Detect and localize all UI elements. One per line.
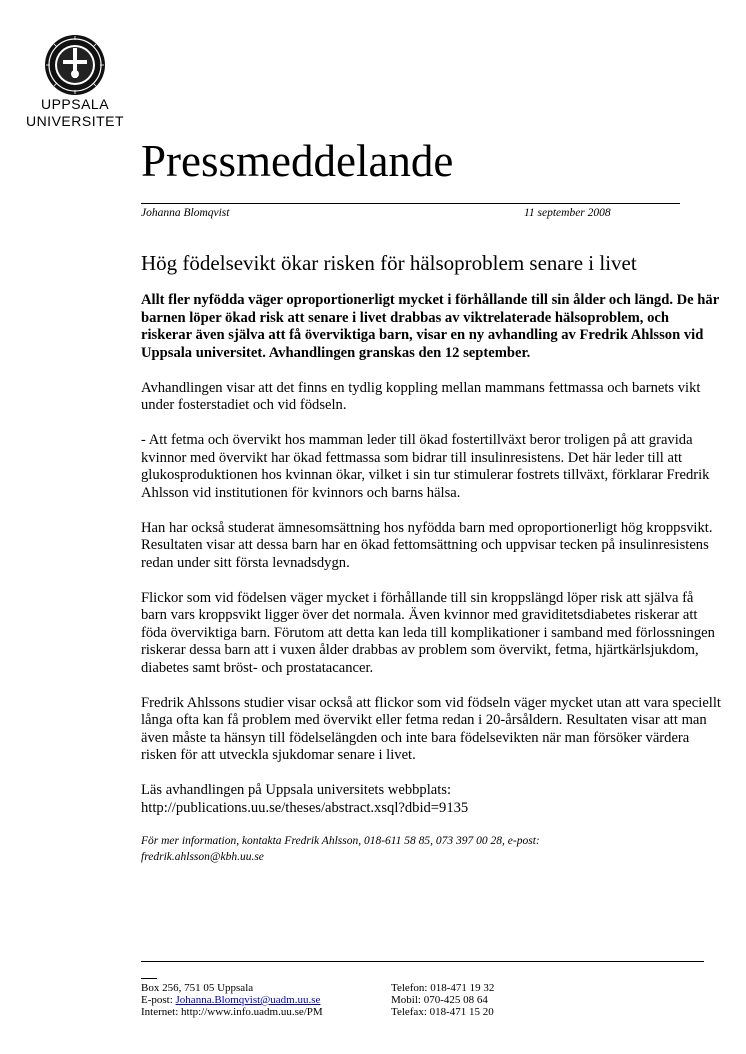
read-more-label: Läs avhandlingen på Uppsala universitets webbplats:	[141, 782, 452, 798]
contact-info	[141, 833, 721, 865]
article-paragraph-2: - Att fetma och övervikt hos mamman leder till ökad fostertillväxt beror troligen på att gravida kvinnor med övervikt har ökad fettmassa som bidrar till insulinresistens. Det här leder till att glukosproduktionen hos kvinnan ökar, vilket i sin tur stimulerar fostrets tillväxt, förklarar Fredrik Ahlsson vid institutionen för kvinnors och barns hälsa.	[141, 432, 710, 501]
university-name-line2: UNIVERSITET	[25, 113, 125, 129]
university-name	[0, 96, 150, 130]
read-more-url: http://publications.uu.se/theses/abstract.xsql?dbid=9135	[141, 799, 469, 816]
read-more	[141, 782, 721, 817]
university-name-line1: UPPSALA	[40, 96, 110, 112]
publication-date: 11 september 2008	[524, 207, 611, 219]
article-paragraph-1: Avhandlingen visar att det finns en tydlig koppling mellan mammans fettmassa och barnets vikt under fosterstadiet och vid födseln.	[141, 379, 701, 413]
footer-contact-left	[141, 982, 323, 1018]
footer-email-label: E-post:	[141, 994, 176, 1006]
article-body	[141, 292, 721, 882]
university-seal-logo	[44, 34, 106, 96]
footer-email-row	[141, 994, 323, 1006]
article-headline: Hög födelsevikt ökar risken för hälsoproblem senare i livet	[141, 251, 637, 275]
footer-email-link[interactable]: Johanna.Blomqvist@uadm.uu.se	[175, 994, 321, 1006]
article-paragraph-5: Fredrik Ahlssons studier visar också att flickor som vid födseln väger mycket utan att vara speciellt långa ofta kan få problem med övervikt eller fetma redan i 20-årsåldern. Resultaten visar att man även måste ta hänsyn till födelselängden och inte bara födelsevikten när man försöker värdera risken för att utveckla sjukdomar senare i livet.	[141, 694, 721, 763]
footer-address: Box 256, 751 05 Uppsala	[141, 982, 254, 994]
footer-short-divider	[141, 978, 157, 979]
footer-mobile: Mobil: 070-425 08 64	[391, 994, 488, 1006]
footer-divider	[141, 961, 704, 962]
article-paragraph-4: Flickor som vid födelsen väger mycket i förhållande till sin kroppslängd löper risk att själva få barn vars kroppsvikt ligger över det normala. Även kvinnor med graviditetsdiabetes riskerar att föda överviktiga barn. Förutom att detta kan leda till komplikationer i samband med förlossningen riskerar dessa barn att i vuxen ålder drabbas av problem som övervikt, fetma, hjärtkärlsjukdom, diabetes samt bröst- och prostatacancer.	[141, 589, 715, 676]
document-title: Pressmeddelande	[141, 136, 454, 186]
contact-email: fredrik.ahlsson@kbh.uu.se	[141, 850, 264, 863]
footer-phone: Telefon: 018-471 19 32	[391, 982, 495, 994]
article-lead: Allt fler nyfödda väger oproportionerligt mycket i förhållande till sin ålder och längd. De här barnen löper ökad risk att senare i livet drabbas av viktrelaterade hälsoproblem, och riskerar även själva att få överviktiga barn, visar en ny avhandling av Fredrik Ahlsson vid Uppsala universitet. Avhandlingen granskas den 12 september.	[141, 292, 719, 361]
author-name: Johanna Blomqvist	[141, 207, 230, 219]
footer-contact-right	[391, 982, 494, 1018]
header-divider	[141, 203, 680, 204]
article-paragraph-3: Han har också studerat ämnesomsättning hos nyfödda barn med oproportionerligt hög kroppsvikt. Resultaten visar att dessa barn har en ökad fettomsättning och uppvisar tecken på insulinresistens redan under sitt första levnadsdygn.	[141, 519, 713, 571]
contact-line-1: För mer information, kontakta Fredrik Ahlsson, 018-611 58 85, 073 397 00 28, e-post:	[141, 834, 540, 847]
footer-fax: Telefax: 018-471 15 20	[391, 1006, 494, 1018]
footer-internet: Internet: http://www.info.uadm.uu.se/PM	[141, 1006, 323, 1018]
